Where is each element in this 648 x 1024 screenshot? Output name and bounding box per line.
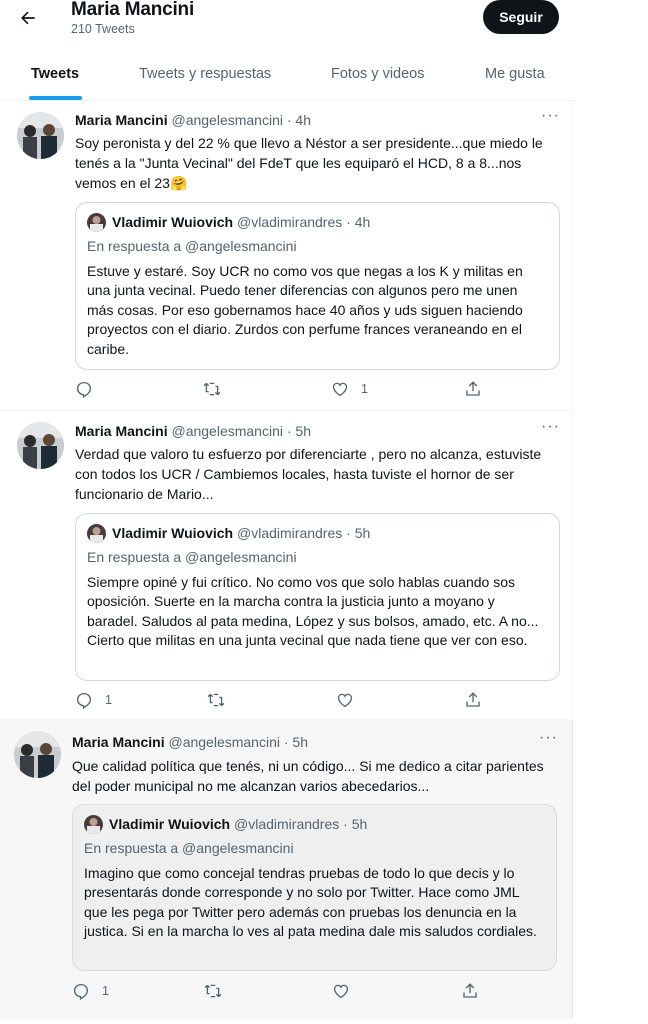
author-name[interactable]: Maria Mancini bbox=[72, 734, 165, 750]
author-name[interactable]: Maria Mancini bbox=[75, 423, 168, 439]
quoted-author-name: Vladimir Wuiovich bbox=[109, 816, 231, 832]
quoted-text: Siempre opiné y fui crítico. No como vos que solo hablas cuando sos oposición. Suerte en la marcha contra la justicia junto a moyano y baradel. Saludos al pata medina, López y sus bolsos, amado, etc. A no... Cierto que militas en una junta vecinal que nada tiene que ver con eso. bbox=[87, 574, 539, 649]
reply-context: En respuesta a @angelesmancini bbox=[87, 549, 297, 565]
quoted-text: Estuve y estaré. Soy UCR no como vos que negas a los K y militas en una junta vecinal. Puedo tener diferencias con algunos pero me unen más cosas. Por eso gobernamos hace 40 años y uds siguen haciendo proyectos con el diario. Zurdos con perfume frances veraneando en el caribe. bbox=[87, 263, 523, 357]
quoted-avatar bbox=[84, 815, 103, 834]
more-icon[interactable]: ··· bbox=[541, 418, 560, 435]
quoted-author-name: Vladimir Wuiovich bbox=[112, 214, 234, 230]
share-icon bbox=[461, 982, 479, 1000]
like-count: 1 bbox=[361, 382, 368, 396]
share-button[interactable] bbox=[461, 982, 479, 1000]
tweet-count: 210 Tweets bbox=[71, 22, 135, 36]
author-meta: @angelesmancini · 4h bbox=[171, 112, 311, 128]
share-button[interactable] bbox=[464, 691, 482, 709]
quoted-header bbox=[112, 525, 370, 541]
tweet[interactable] bbox=[0, 101, 572, 411]
tab-tweets[interactable]: Tweets bbox=[31, 66, 80, 82]
tweet-header bbox=[75, 112, 311, 128]
tweet-header bbox=[72, 734, 308, 750]
quoted-avatar bbox=[87, 213, 106, 232]
quoted-header bbox=[109, 816, 367, 832]
quoted-header bbox=[112, 214, 370, 230]
retweet-button[interactable] bbox=[203, 380, 221, 398]
quoted-tweet[interactable] bbox=[72, 804, 557, 971]
like-button[interactable] bbox=[336, 691, 366, 709]
tweet-text: Que calidad política que tenés, ni un código... Si me dedico a citar parientes del poder municipal no me alcanzan varios abecedarios... bbox=[72, 758, 544, 794]
follow-button[interactable]: Seguir bbox=[483, 0, 559, 34]
heart-icon bbox=[331, 380, 349, 398]
more-icon[interactable]: ··· bbox=[539, 729, 558, 746]
tab-media[interactable]: Fotos y videos bbox=[331, 66, 425, 82]
share-icon bbox=[464, 691, 482, 709]
reply-context: En respuesta a @angelesmancini bbox=[84, 840, 294, 856]
quoted-author-meta: @vladimirandres · 5h bbox=[234, 816, 368, 832]
column-divider bbox=[572, 100, 573, 715]
back-button[interactable] bbox=[14, 4, 42, 32]
heart-icon bbox=[336, 691, 354, 709]
author-meta: @angelesmancini · 5h bbox=[171, 423, 311, 439]
tab-tweets-replies[interactable]: Tweets y respuestas bbox=[139, 66, 272, 82]
quoted-author-meta: @vladimirandres · 5h bbox=[237, 525, 371, 541]
quoted-author-name: Vladimir Wuiovich bbox=[112, 525, 234, 541]
reply-count: 1 bbox=[102, 984, 109, 998]
reply-button[interactable] bbox=[72, 982, 109, 1000]
tweet-actions bbox=[72, 982, 492, 1002]
profile-name: Maria Mancini bbox=[71, 0, 195, 20]
tweet-text: Verdad que valoro tu esfuerzo por diferenciarte , pero no alcanza, estuviste con todos los UCR / Cambiemos locales, hasta tuviste el hornor de ser funcionario de Mario... bbox=[75, 446, 542, 502]
tab-likes[interactable]: Me gusta bbox=[485, 66, 545, 82]
share-icon bbox=[464, 380, 482, 398]
tweet[interactable] bbox=[0, 411, 572, 718]
tweet-actions bbox=[75, 691, 495, 711]
heart-icon bbox=[332, 982, 350, 1000]
share-button[interactable] bbox=[464, 380, 482, 398]
reply-context: En respuesta a @angelesmancini bbox=[87, 238, 297, 254]
avatar[interactable] bbox=[14, 731, 61, 778]
reply-button[interactable] bbox=[75, 380, 105, 398]
tweet-header bbox=[75, 423, 311, 439]
tweet[interactable] bbox=[0, 719, 573, 1019]
like-button[interactable] bbox=[331, 380, 368, 398]
tweet-actions bbox=[75, 380, 495, 400]
reply-button[interactable] bbox=[75, 691, 112, 709]
active-tab-indicator bbox=[29, 96, 82, 100]
retweet-icon bbox=[204, 982, 222, 1000]
retweet-button[interactable] bbox=[207, 691, 225, 709]
quoted-text: Imagino que como concejal tendras pruebas de todo lo que decis y lo presentarás donde corresponde y no solo por Twitter. Hace como JML que les pega por Twitter pero además con pruebas los denuncia en la justica. Si en la marcha lo ves al pata medina dale mis saludos cordiales. bbox=[84, 865, 537, 940]
author-name[interactable]: Maria Mancini bbox=[75, 112, 168, 128]
like-button[interactable] bbox=[332, 982, 362, 1000]
quoted-tweet[interactable] bbox=[75, 202, 560, 370]
retweet-icon bbox=[203, 380, 221, 398]
quoted-tweet[interactable] bbox=[75, 513, 560, 681]
reply-icon bbox=[72, 982, 90, 1000]
quoted-avatar bbox=[87, 524, 106, 543]
profile-header bbox=[0, 0, 576, 48]
avatar[interactable] bbox=[17, 422, 64, 469]
reply-icon bbox=[75, 691, 93, 709]
reply-count: 1 bbox=[105, 693, 112, 707]
quoted-author-meta: @vladimirandres · 4h bbox=[237, 214, 371, 230]
author-meta: @angelesmancini · 5h bbox=[168, 734, 308, 750]
tweet-text: Soy peronista y del 22 % que llevo a Néstor a ser presidente...que miedo le tenés a la "Junta Vecinal" del FdeT que les equiparó el HCD, 8 a 8...nos vemos en el 23🤗 bbox=[75, 135, 543, 191]
retweet-icon bbox=[207, 691, 225, 709]
arrow-left-icon bbox=[18, 8, 38, 28]
profile-tabs bbox=[0, 48, 576, 101]
reply-icon bbox=[75, 380, 93, 398]
avatar[interactable] bbox=[17, 112, 64, 159]
more-icon[interactable]: ··· bbox=[541, 107, 560, 124]
retweet-button[interactable] bbox=[204, 982, 222, 1000]
